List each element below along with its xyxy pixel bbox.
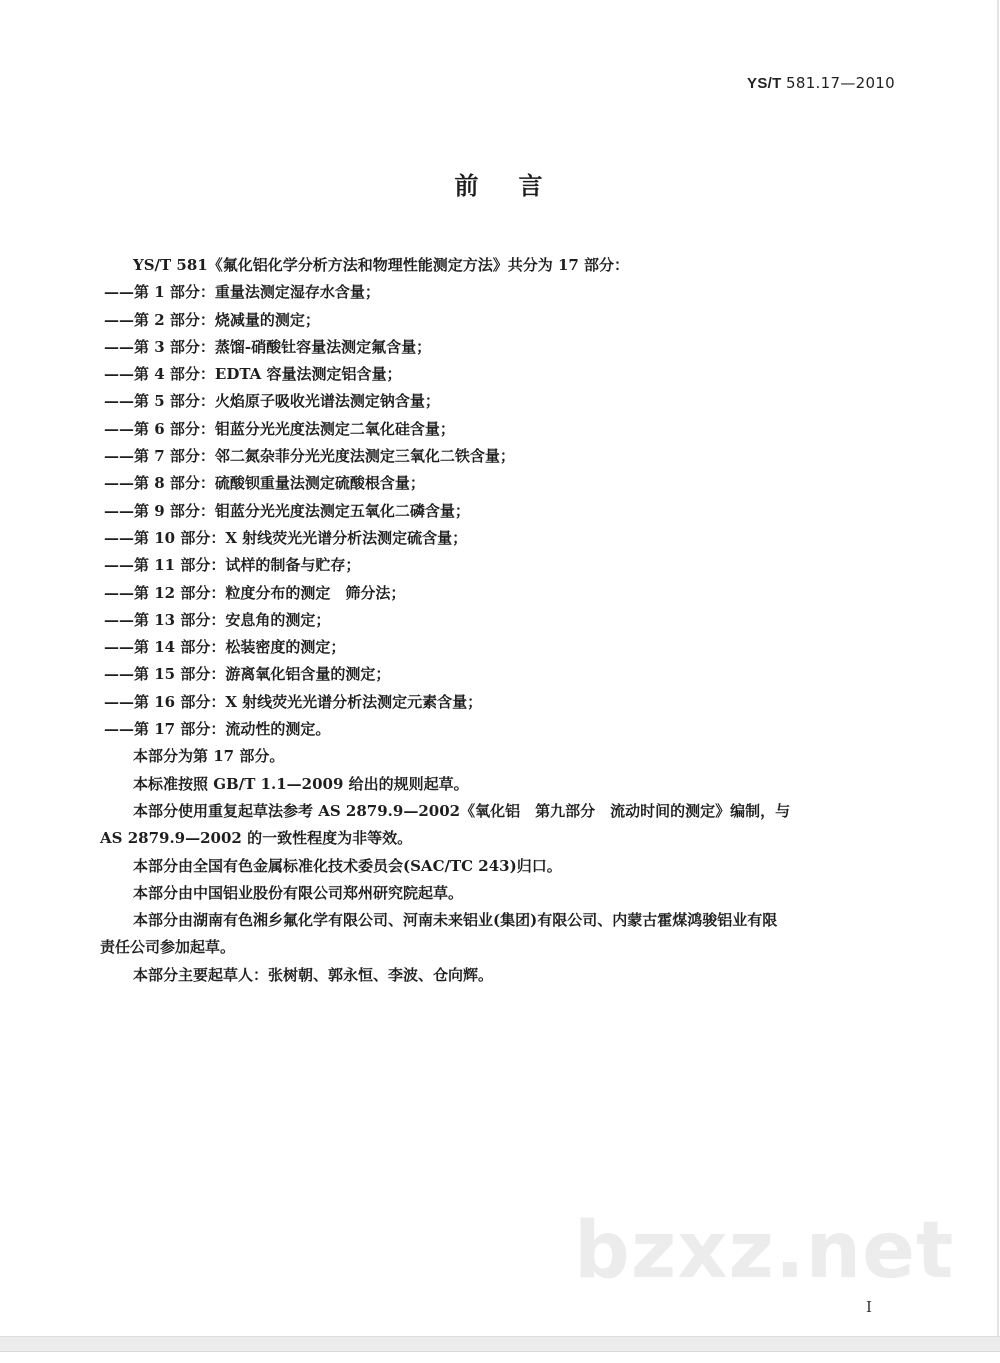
participants-line-2: 责任公司参加起草。 <box>100 938 236 957</box>
reference-line-1: 本部分使用重复起草法参考 AS 2879.9—2002《氧化铝 第九部分 流动时间的测定》编制，与 <box>133 801 791 820</box>
list-item: ——第 7 部分：邻二氮杂菲分光光度法测定三氧化二铁含量； <box>104 447 515 466</box>
reference-line-2: AS 2879.9—2002 的一致性程度为非等效。 <box>100 829 413 848</box>
main-drafters-paragraph: 本部分主要起草人：张树朝、郭永恒、李波、仓向辉。 <box>133 965 494 984</box>
list-item: ——第 11 部分：试样的制备与贮存； <box>104 556 361 575</box>
list-item: ——第 17 部分：流动性的测定。 <box>104 720 331 739</box>
page-title: 前言 <box>454 172 583 200</box>
list-item: ——第 15 部分：游离氧化铝含量的测定； <box>104 665 391 684</box>
list-item: ——第 12 部分：粒度分布的测定 筛分法； <box>104 583 406 602</box>
page-number: I <box>866 1298 872 1316</box>
part-number-paragraph: 本部分为第 17 部分。 <box>133 747 285 766</box>
committee-paragraph: 本部分由全国有色金属标准化技术委员会(SAC/TC 243)归口。 <box>133 856 562 875</box>
list-item: ——第 2 部分：烧减量的测定； <box>104 310 320 329</box>
page-bottom-edge <box>0 1336 1000 1352</box>
document-code-number: 581.17—2010 <box>786 74 895 92</box>
watermark: bzxz.net <box>574 1206 955 1296</box>
reference-paragraph <box>100 798 900 853</box>
list-item: ——第 4 部分：EDTA 容量法测定铝含量； <box>104 365 402 384</box>
list-item: ——第 14 部分：松装密度的测定； <box>104 638 346 657</box>
list-item: ——第 13 部分：安息角的测定； <box>104 610 331 629</box>
participants-paragraph <box>100 907 900 962</box>
list-item: ——第 3 部分：蒸馏-硝酸钍容量法测定氟含量； <box>104 337 432 356</box>
list-item: ——第 1 部分：重量法测定湿存水含量； <box>104 283 380 302</box>
list-item: ——第 10 部分：X 射线荧光光谱分析法测定硫含量； <box>104 528 468 547</box>
list-item: ——第 8 部分：硫酸钡重量法测定硫酸根含量； <box>104 474 425 493</box>
list-item: ——第 16 部分：X 射线荧光光谱分析法测定元素含量； <box>104 692 483 711</box>
drafter-org-paragraph: 本部分由中国铝业股份有限公司郑州研究院起草。 <box>133 883 464 902</box>
list-item: ——第 9 部分：钼蓝分光光度法测定五氧化二磷含量； <box>104 501 470 520</box>
list-item: ——第 6 部分：钼蓝分光光度法测定二氧化硅含量； <box>104 419 455 438</box>
document-code <box>747 74 895 92</box>
document-code-prefix: YS/T <box>747 75 782 92</box>
parts-list <box>100 279 900 743</box>
list-item: ——第 5 部分：火焰原子吸收光谱法测定钠含量； <box>104 392 440 411</box>
intro-paragraph: YS/T 581《氟化铝化学分析方法和物理性能测定方法》共分为 17 部分： <box>133 256 630 274</box>
document-body <box>100 252 900 989</box>
participants-line-1: 本部分由湖南有色湘乡氟化学有限公司、河南未来铝业(集团)有限公司、内蒙古霍煤鸿骏铝业有限 <box>133 911 778 930</box>
drafting-rules-paragraph: 本标准按照 GB/T 1.1—2009 给出的规则起草。 <box>133 774 469 793</box>
